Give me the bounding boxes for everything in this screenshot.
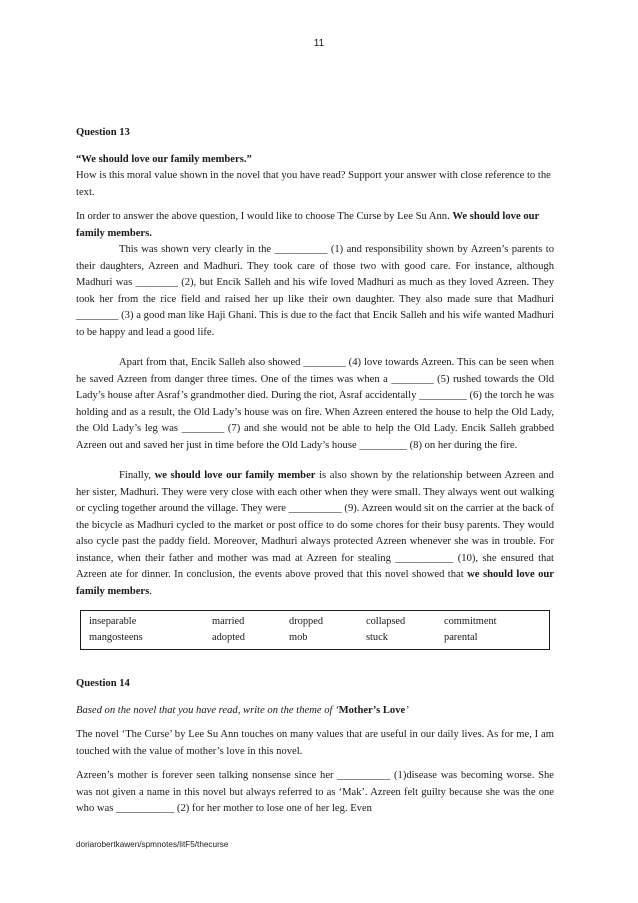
word-bank-word: dropped	[289, 616, 324, 627]
word-bank-word: parental	[444, 632, 478, 643]
document-body	[76, 125, 554, 818]
word-bank-word: mob	[289, 632, 308, 643]
word-bank-box	[80, 610, 550, 650]
question-13-paragraph-3: Finally, we should love our family member is also shown by the relationship between Azreen and her sister, Madhuri. They were very close with each other when they were small. They always went out walking or cycling together around the village. They were __________ (9). Azreen would sit on the carrier at the back of the bicycle as Madhuri cycled to the market or post office to do some chores for their busy parents. They would also cycle past the paddy field. Moreover, Madhuri always protected Azreen whenever she was in trouble. For instance, when their father and mother was mad at Azreen for stealing ___________ (10), she ensured that Azreen ate for dinner. In conclusion, the events above proved that this novel showed that we should love our family members.	[76, 470, 555, 597]
word-bank-row	[89, 630, 549, 646]
word-bank-word: inseparable	[89, 616, 137, 627]
question-14-prompt: Based on the novel that you have read, write on the theme of ‘Mother’s Love’	[76, 704, 409, 716]
word-bank-word: mangosteens	[89, 632, 143, 643]
question-14-heading: Question 14	[76, 678, 130, 689]
question-13-heading: Question 13	[76, 127, 130, 138]
word-bank-row	[89, 614, 549, 630]
footer-text: doriarobertkawen/spmnotes/litF5/thecurse	[76, 840, 229, 849]
word-bank-word: adopted	[212, 632, 245, 643]
word-bank-word: collapsed	[366, 616, 406, 627]
word-bank-word: commitment	[444, 616, 497, 627]
question-13-prompt-quote: “We should love our family members.”	[76, 153, 252, 165]
question-13-paragraph-2: Apart from that, Encik Salleh also showed ________ (4) love towards Azreen. This can be seen when he saved Azreen from danger three times. One of the times was when a ________ (5) rushed towards the Old Lady’s house after Asraf’s grandmother died. During the riot, Asraf accidentally _________ (6) the torch he was holding and as a result, the Old Lady’s house was on fire. When Azreen entered the house to help the Old Lady, the Old Lady’s leg was ________ (7) and she would not be able to help the Old Lady. Encik Salleh grabbed Azreen out and saved her just in time before the Old Lady’s house _________ (8) on her during the fire.	[76, 357, 554, 451]
question-13-paragraph-1: This was shown very clearly in the __________ (1) and responsibility shown by Azreen’s parents to their daughters, Azreen and Madhuri. They took care of those two with good care. For instance, although Madhuri was ________ (2), but Encik Salleh and his wife loved Madhuri as much as they loved Azreen. They took her from the rice field and raised her up like their own daughter. They also made sure that Madhuri ________ (3) a good man like Haji Ghani. This is due to the fact that Encik Salleh and his wife wanted Madhuri to be happy and lead a good life.	[76, 244, 554, 338]
page-number: 11	[313, 38, 325, 49]
question-14-paragraph-2: Azreen’s mother is forever seen talking nonsense since her __________ (1)disease was becoming worse. She was not given a name in this novel but always referred to as ‘Mak’. Azreen felt guilty because she was the one who was ___________ (2) for her mother to lose one of her leg. Even	[76, 770, 554, 814]
question-14-paragraph-1: The novel ‘The Curse’ by Lee Su Ann touches on many values that are useful in our daily lives. As for me, I am touched with the value of mother’s love in this novel.	[76, 729, 554, 757]
word-bank-word: married	[212, 616, 245, 627]
word-bank-word: stuck	[366, 632, 388, 643]
question-13-intro: In order to answer the above question, I would like to choose The Curse by Lee Su Ann. We should love our family members.	[76, 211, 540, 239]
question-13-prompt: How is this moral value shown in the novel that you have read? Support your answer with close reference to the text.	[76, 170, 551, 198]
